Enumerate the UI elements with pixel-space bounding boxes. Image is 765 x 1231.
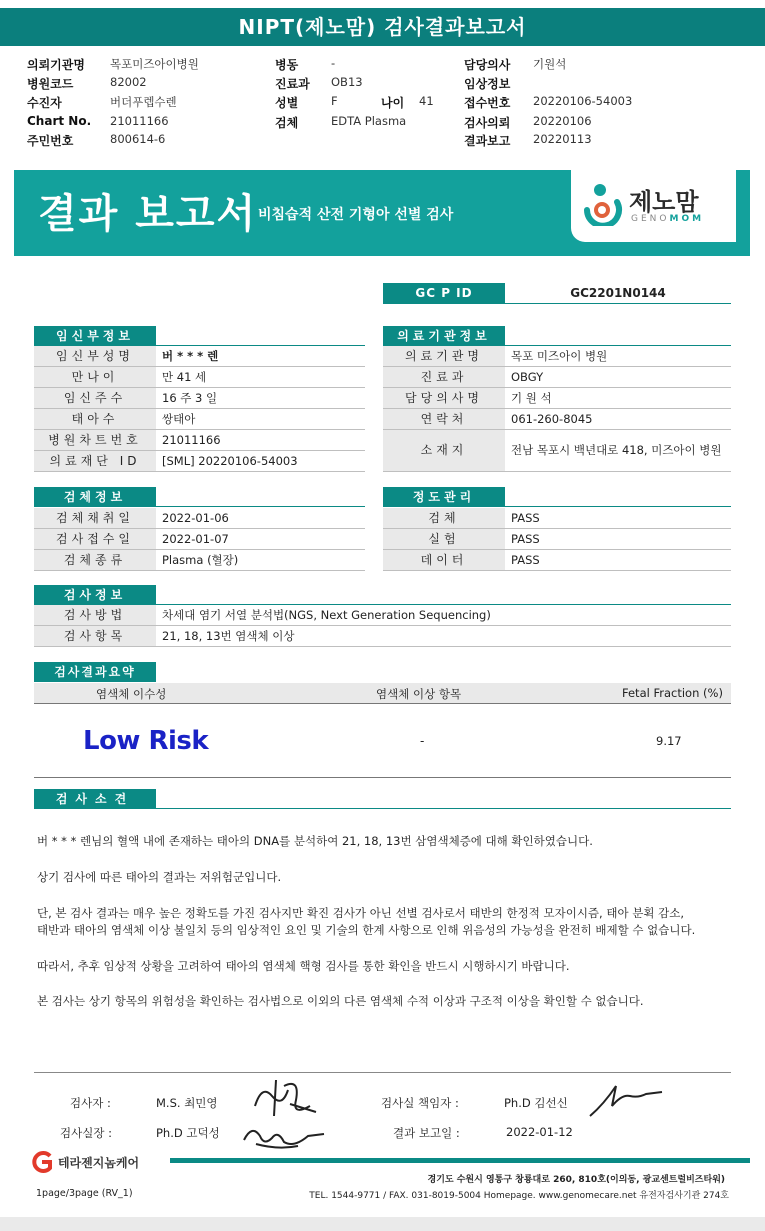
code-value: 82002 [110,75,147,89]
dept-value: OB13 [331,75,363,89]
summary-header: 검사결과요약 [34,662,156,682]
row-label: 소재지 [383,430,505,471]
findings-paragraph-5: 본 검사는 상기 항목의 위험성을 확인하는 검사법으로 이외의 다른 염색체 수적 이상과 구조적 이상을 확인할 수 없습니다. [37,994,644,1008]
row-value: PASS [511,511,540,525]
chart-label: Chart No. [27,114,92,128]
receipt-label: 접수번호 [464,96,511,110]
row-label: 데이터 [383,550,505,570]
col-aneuploidy: 염색체 이수성 [96,687,167,701]
hospital-label: 의뢰기관명 [27,58,85,72]
summary-column-header [34,683,731,703]
clinical-label: 임상정보 [464,77,511,91]
director-label: 검사실장 : [60,1126,112,1140]
banner-title: 결과 보고서 [38,191,258,237]
findings-paragraph-3b: 태반과 태아의 염색체 이상 불일치 등의 임상적인 요인 및 기술의 한계 사항으로 인해 위음성의 가능성을 완전히 배제할 수 없습니다. [37,923,696,937]
specimen-label: 검체 [275,116,299,130]
row-label: 실험 [383,529,505,549]
row-value: 쌍태아 [162,412,196,426]
gcpid-value: GC2201N0144 [570,286,666,300]
findings-header: 검사소견 [34,789,156,809]
row-value: PASS [511,532,540,546]
request-value: 20220106 [533,114,592,128]
row-label: 의료기관명 [383,346,505,366]
chief-label: 검사실 책임자 : [381,1096,459,1110]
row-label: 담당의사명 [383,388,505,408]
tester-name: M.S. 최민영 [156,1096,218,1110]
doctor-value: 기원석 [533,57,567,71]
findings-paragraph-2: 상기 검사에 따른 태아의 결과는 저위험군입니다. [37,870,282,884]
row-value: PASS [511,553,540,567]
test-info-header: 검사정보 [34,585,156,605]
logo-korean-name: 제노맘 [629,188,699,216]
ssn-label: 주민번호 [27,134,74,148]
receipt-value: 20220106-54003 [533,94,633,108]
findings-paragraph-4: 따라서, 추후 임상적 상황을 고려하여 태아의 염색체 핵형 검사를 통한 확인을 반드시 시행하시기 바랍니다. [37,959,570,973]
findings-paragraph-1: 버 * * * 렌님의 혈액 내에 존재하는 태아의 DNA를 분석하여 21, 18, 13번 삼염색체증에 대해 확인하였습니다. [37,834,593,848]
row-label: 태아수 [34,409,156,429]
row-value: [SML] 20220106-54003 [162,454,298,468]
row-value: 21011166 [162,433,221,447]
abnormal-items-value: - [420,734,425,748]
ward-label: 병동 [275,58,299,72]
findings-paragraph-3a: 단, 본 검사 결과는 매우 높은 정확도를 가진 검사지만 확진 검사가 아닌 선별 검사로서 태반의 한정적 모자이시즘, 태아 분획 감소, [37,906,684,920]
request-label: 검사의뢰 [464,116,511,130]
row-value: 2022-01-06 [162,511,229,525]
row-value: 2022-01-07 [162,532,229,546]
row-label: 연락처 [383,409,505,429]
row-value: 기 원 석 [511,391,552,405]
genomom-logo-icon [583,182,623,226]
hospital-value: 목포미즈아이병원 [110,57,199,71]
row-label: 임신부성명 [34,346,156,366]
fetal-fraction-value: 9.17 [656,734,682,748]
row-value: 전남 목포시 백년대로 418, 미즈아이 병원 [511,443,722,457]
director-signature [238,1120,328,1152]
page-number: 1page/3page (RV_1) [36,1188,133,1199]
report-value: 20220113 [533,132,592,146]
gcpid-label: GC P ID [383,283,505,303]
age-label: 나이 [381,96,405,110]
row-label: 검체 [383,508,505,528]
institution-info-header: 의료기관정보 [383,326,505,346]
dept-label: 진료과 [275,77,310,91]
ward-value: - [331,56,336,70]
doctor-label: 담당의사 [464,58,511,72]
age-value: 41 [419,94,434,108]
logo-english-name: GENOMOM [631,214,705,224]
row-label: 만나이 [34,367,156,387]
chief-name: Ph.D 김선신 [504,1096,568,1110]
footer-bar [170,1158,750,1163]
tester-signature [250,1076,325,1122]
row-value: 버 * * * 렌 [162,349,219,363]
risk-result: Low Risk [83,726,209,756]
row-label: 검체채취일 [34,508,156,528]
row-value: Plasma (혈장) [162,553,239,567]
row-label: 검사접수일 [34,529,156,549]
row-label: 병원차트번호 [34,430,156,450]
specimen-value: EDTA Plasma [331,114,407,128]
row-value: 21, 18, 13번 염색체 이상 [162,629,295,643]
company-name: 테라젠지놈케어 [58,1156,140,1170]
row-value: 목포 미즈아이 병원 [511,349,608,363]
tester-label: 검사자 : [70,1096,111,1110]
report-title: NIPT(제노맘) 검사결과보고서 [0,8,765,46]
company-address: 경기도 수원시 영통구 창룡대로 260, 810호(이의동, 광교센트럴비즈타워) [427,1175,725,1185]
row-value: 16 주 3 일 [162,391,218,405]
row-value: 만 41 세 [162,370,207,384]
report-banner [14,170,750,256]
patient-value: 버더푸렙수렌 [110,95,177,109]
terragen-logo-icon [28,1151,56,1173]
qc-header: 정도관리 [383,487,505,507]
banner-subtitle: 비침습적 산전 기형아 선별 검사 [258,207,454,223]
sex-label: 성별 [275,96,299,110]
genomom-logo [571,170,736,242]
sex-value: F [331,94,338,108]
specimen-info-header: 검체정보 [34,487,156,507]
row-label: 검사방법 [34,605,156,625]
company-contact: TEL. 1544-9771 / FAX. 031-8019-5004 Homepage. www.genomecare.net 유전자검사기관 274호 [309,1191,729,1201]
report-date-value: 2022-01-12 [506,1125,573,1139]
pregnant-info-header: 임신부정보 [34,326,156,346]
code-label: 병원코드 [27,77,74,91]
row-label: 임신주수 [34,388,156,408]
patient-label: 수진자 [27,96,62,110]
row-label: 의료재단 ID [34,451,156,471]
report-date-label: 결과 보고일 : [393,1126,460,1140]
page-bottom-strip [0,1217,765,1231]
col-abnormal-items: 염색체 이상 항목 [376,687,462,701]
request-meta [27,56,747,151]
col-fetal-fraction: Fetal Fraction (%) [622,686,723,700]
director-name: Ph.D 고덕성 [156,1126,220,1140]
ssn-value: 800614-6 [110,132,166,146]
row-label: 검체종류 [34,550,156,570]
row-value: 차세대 염기 서열 분석법(NGS, Next Generation Sequencing) [162,608,491,622]
report-label: 결과보고 [464,134,511,148]
chief-signature [586,1076,666,1122]
row-label: 진료과 [383,367,505,387]
row-label: 검사항목 [34,626,156,646]
chart-value: 21011166 [110,114,169,128]
row-value: OBGY [511,370,544,384]
row-value: 061-260-8045 [511,412,593,426]
